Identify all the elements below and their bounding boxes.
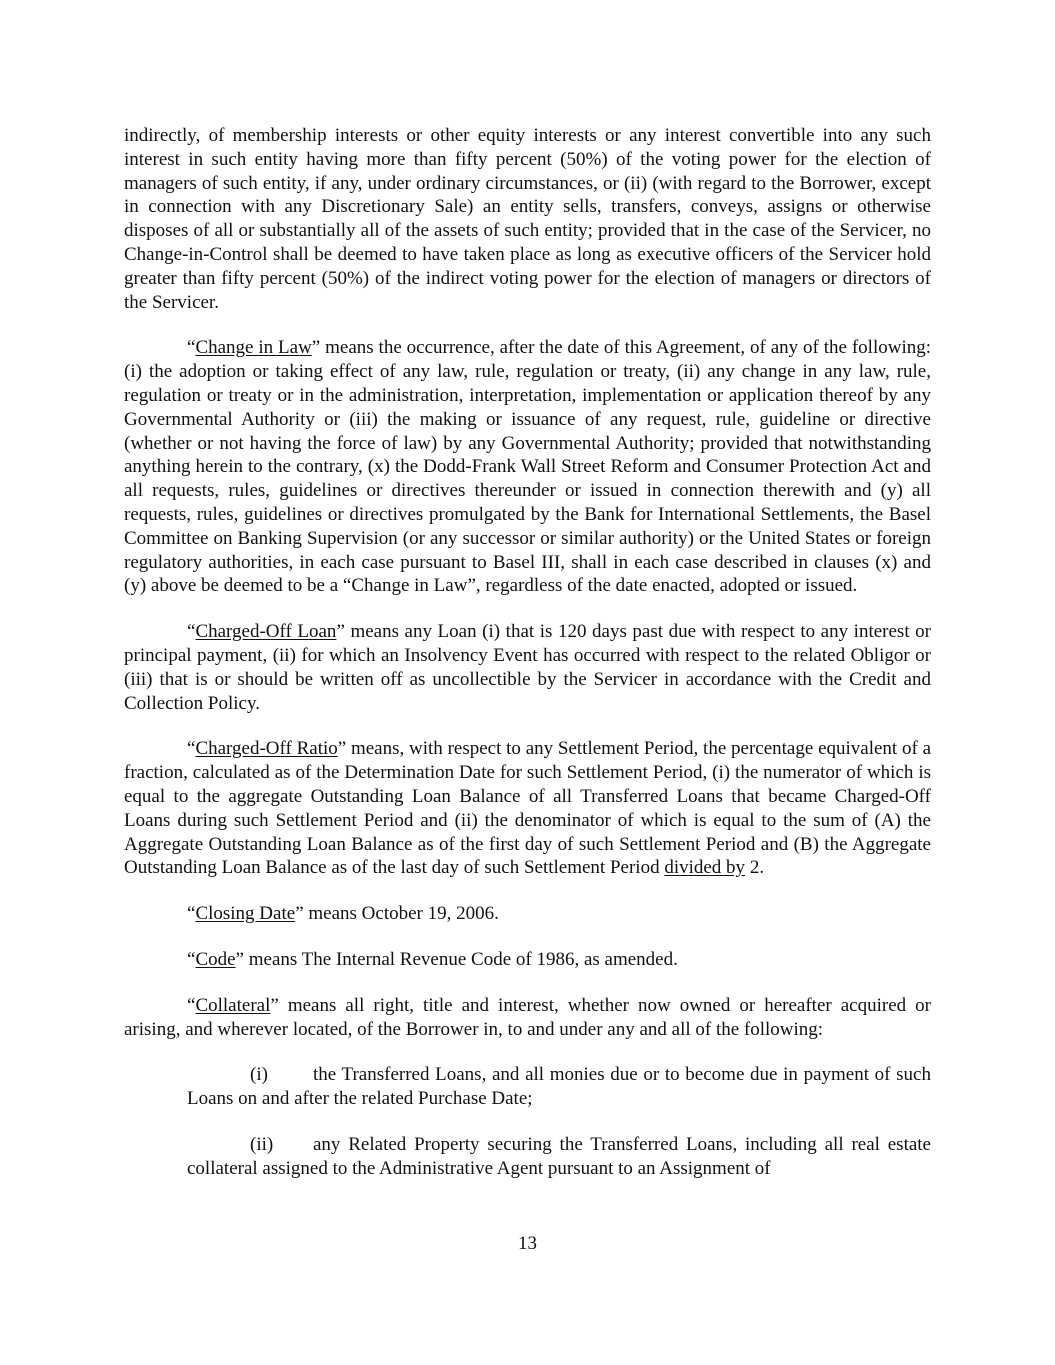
open-quote: “ [187,994,196,1016]
definition-body: ” means any Loan (i) that is 120 days past due with respect to any interest or principal payment, (ii) for which an Insolvency Event has occurred with respect to the related Obligor or (iii) that is or should be written off as uncollectible by the Servicer in accordance with the Credit and Collection Policy. [124,621,932,714]
definition-collateral [124,994,931,1042]
collateral-item [187,1063,931,1111]
collateral-item-text: the Transferred Loans, and all monies due or to become due in payment of such Loans on and after the related Purchase Date; [187,1064,931,1110]
underlined-phrase: divided by [664,857,746,879]
definition-body: ” means all right, title and interest, whether now owned or hereafter acquired or arising, and wherever located, of the Borrower in, to and under any and all of the following: [124,994,931,1040]
open-quote: “ [187,903,196,925]
definition-body: ” means, with respect to any Settlement Period, the percentage equivalent of a fraction, calculated as of the Determination Date for such Settlement Period, (i) the numerator of which is equal to the aggregate Outstanding Loan Balance of all Transferred Loans that became Charged-Off Loans during such Settlement Period and (ii) the denominator of which is equal to the sum of (A) the Aggregate Outstanding Loan Balance as of the first day of such Settlement Period and (B) the Aggregate Outstanding Loan Balance as of the last day of such Settlement Period [124,738,932,879]
definition-code [124,948,931,972]
definition-change-in-law [124,336,931,598]
definition-tail: 2. [745,857,765,879]
continuation-paragraph: indirectly, of membership interests or other equity interests or any interest convertible into any such interest in such entity having more than fifty percent (50%) of the voting power for the election of managers of such entity, if any, under ordinary circumstances, or (ii) (with regard to the Borrower, except in connection with any Discretionary Sale) an entity sells, transfers, conveys, assigns or otherwise disposes of all or substantially all of the assets of such entity; provided that in the case of the Servicer, no Change-in-Control shall be deemed to have taken place as long as executive officers of the Servicer hold greater than fifty percent (50%) of the indirect voting power for the election of managers or directors of the Servicer. [124,125,931,313]
definition-body: ” means the occurrence, after the date of this Agreement, of any of the following: (i) the adoption or taking effect of any law, rule, regulation or treaty, (ii) any change in any law, rule, regulation or treaty or in the administration, interpretation, implementation or application thereof by any Governmental Authority or (iii) the making or issuance of any request, rule, guideline or directive (whether or not having the force of law) by any Governmental Authority; provided that notwithstanding anything herein to the contrary, (x) the Dodd-Frank Wall Street Reform and Consumer Protection Act and all requests, rules, guidelines or directives thereunder or issued in connection therewith and (y) all requests, rules, guidelines or directives promulgated by the Bank for International Settlements, the Basel Committee on Banking Supervision (or any successor or similar authority) or the United States or foreign regulatory authorities, in each case pursuant to Basel III, shall in each case described in clauses (x) and (y) above be deemed to be a “Change in Law”, regardless of the date enacted, adopted or issued. [124,337,931,597]
collateral-item-number: (ii) [250,1133,274,1155]
defined-term: Collateral [195,994,271,1016]
definition-closing-date [124,902,931,926]
collateral-item [187,1133,931,1181]
open-quote: “ [187,621,196,643]
open-quote: “ [187,337,196,359]
collateral-item-number: (i) [250,1064,268,1086]
definition-charged-off-loan [124,620,931,715]
document-page [124,124,931,1202]
collateral-item-text: any Related Property securing the Transferred Loans, including all real estate collateral assigned to the Administrative Agent pursuant to an Assignment of [187,1133,931,1179]
defined-term: Charged-Off Loan [195,621,337,643]
open-quote: “ [187,738,196,760]
defined-term: Charged-Off Ratio [195,738,338,760]
defined-term: Code [195,948,236,970]
definition-body: ” means The Internal Revenue Code of 1986, as amended. [235,948,678,970]
definition-charged-off-ratio [124,737,931,880]
defined-term: Closing Date [195,903,296,925]
defined-term: Change in Law [195,337,312,359]
definition-body: ” means October 19, 2006. [295,903,499,925]
open-quote: “ [187,948,196,970]
page-number: 13 [518,1233,537,1254]
